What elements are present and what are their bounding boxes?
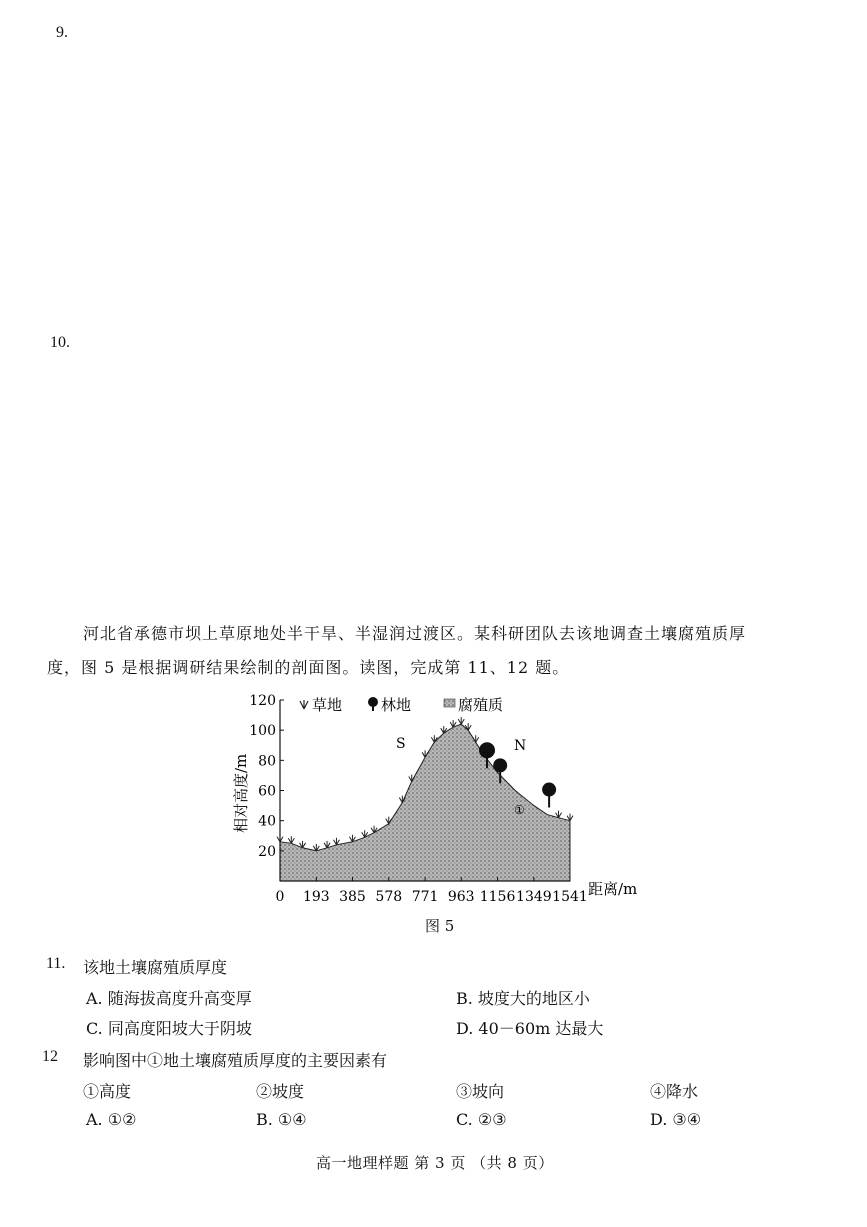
y-axis-label: 相对高度/m (232, 753, 250, 833)
q12-option-b[interactable]: B. ①④ (256, 1110, 307, 1129)
question-11-stem: 该地土壤腐殖质厚度 (83, 958, 228, 977)
q12-option-c[interactable]: C. ②③ (456, 1110, 507, 1129)
q11-option-a[interactable]: A. 随海拔高度升高变厚 (86, 989, 252, 1008)
y-tick-label: 20 (258, 843, 276, 860)
q12-factor-3: ③坡向 (456, 1082, 505, 1101)
north-slope-label: N (514, 738, 527, 754)
grass-mark (333, 838, 339, 845)
legend-label-humus: 腐殖质 (458, 696, 504, 714)
x-tick-label: 193 (302, 889, 330, 905)
tree-trunk-mark (499, 769, 501, 783)
q12-option-d[interactable]: D. ③④ (650, 1110, 702, 1129)
legend-label-forest: 林地 (381, 696, 412, 714)
x-tick-label: 771 (411, 889, 439, 905)
legend-label-grassland: 草地 (312, 696, 343, 714)
x-tick-label: 1541 (552, 889, 588, 905)
x-tick-label: 0 (275, 889, 285, 905)
q12-factor-4: ④降水 (650, 1082, 699, 1101)
site-1-marker: ① (514, 803, 525, 817)
south-slope-label: S (396, 736, 406, 752)
humus-swatch-icon (444, 699, 455, 707)
intro-line-2: 度，图 5 是根据调研结果绘制的剖面图。读图，完成第 11、12 题。 (47, 658, 570, 677)
x-axis-label: 距离/m (588, 880, 638, 898)
question-10-number: 10. (50, 334, 70, 351)
legend (300, 696, 503, 714)
x-tick-label: 963 (447, 889, 475, 905)
y-tick-label: 120 (249, 693, 276, 709)
question-12-number: 12 (42, 1048, 58, 1065)
q11-option-b[interactable]: B. 坡度大的地区小 (456, 989, 590, 1008)
terrain-area (280, 724, 570, 881)
page-footer: 高一地理样题 第 3 页 （共 8 页） (316, 1154, 554, 1172)
q12-factor-1: ①高度 (83, 1082, 132, 1101)
x-tick-label: 1156 (479, 889, 516, 905)
figure-caption: 图 5 (425, 917, 455, 935)
question-9-number: 9. (56, 24, 68, 41)
grass-mark (556, 811, 562, 818)
x-tick-label: 1349 (516, 889, 552, 905)
q11-option-c[interactable]: C. 同高度阳坡大于阴坡 (86, 1019, 252, 1038)
tree-trunk-mark (548, 794, 550, 808)
question-12-stem: 影响图中①地土壤腐殖质厚度的主要因素有 (83, 1051, 388, 1070)
question-11-number: 11. (46, 955, 66, 972)
profile-chart (220, 688, 660, 908)
y-tick-label: 80 (258, 753, 276, 770)
x-tick-label: 385 (339, 889, 366, 905)
grass-mark (458, 717, 464, 724)
q12-option-a[interactable]: A. ①② (86, 1110, 137, 1129)
tree-icon (368, 697, 378, 711)
y-tick-label: 40 (258, 813, 276, 830)
grass-mark (288, 836, 294, 843)
grass-icon (300, 700, 308, 709)
tree-trunk-mark (486, 754, 488, 768)
x-tick-label: 578 (375, 889, 403, 905)
q11-option-d[interactable]: D. 40－60m 达最大 (456, 1019, 604, 1038)
intro-line-1: 河北省承德市坝上草原地处半干旱、半湿润过渡区。某科研团队去该地调查土壤腐殖质厚 (83, 624, 747, 643)
grass-mark (567, 814, 573, 821)
q12-factor-2: ②坡度 (256, 1082, 305, 1101)
y-tick-label: 60 (258, 783, 276, 800)
y-tick-label: 100 (249, 723, 276, 740)
